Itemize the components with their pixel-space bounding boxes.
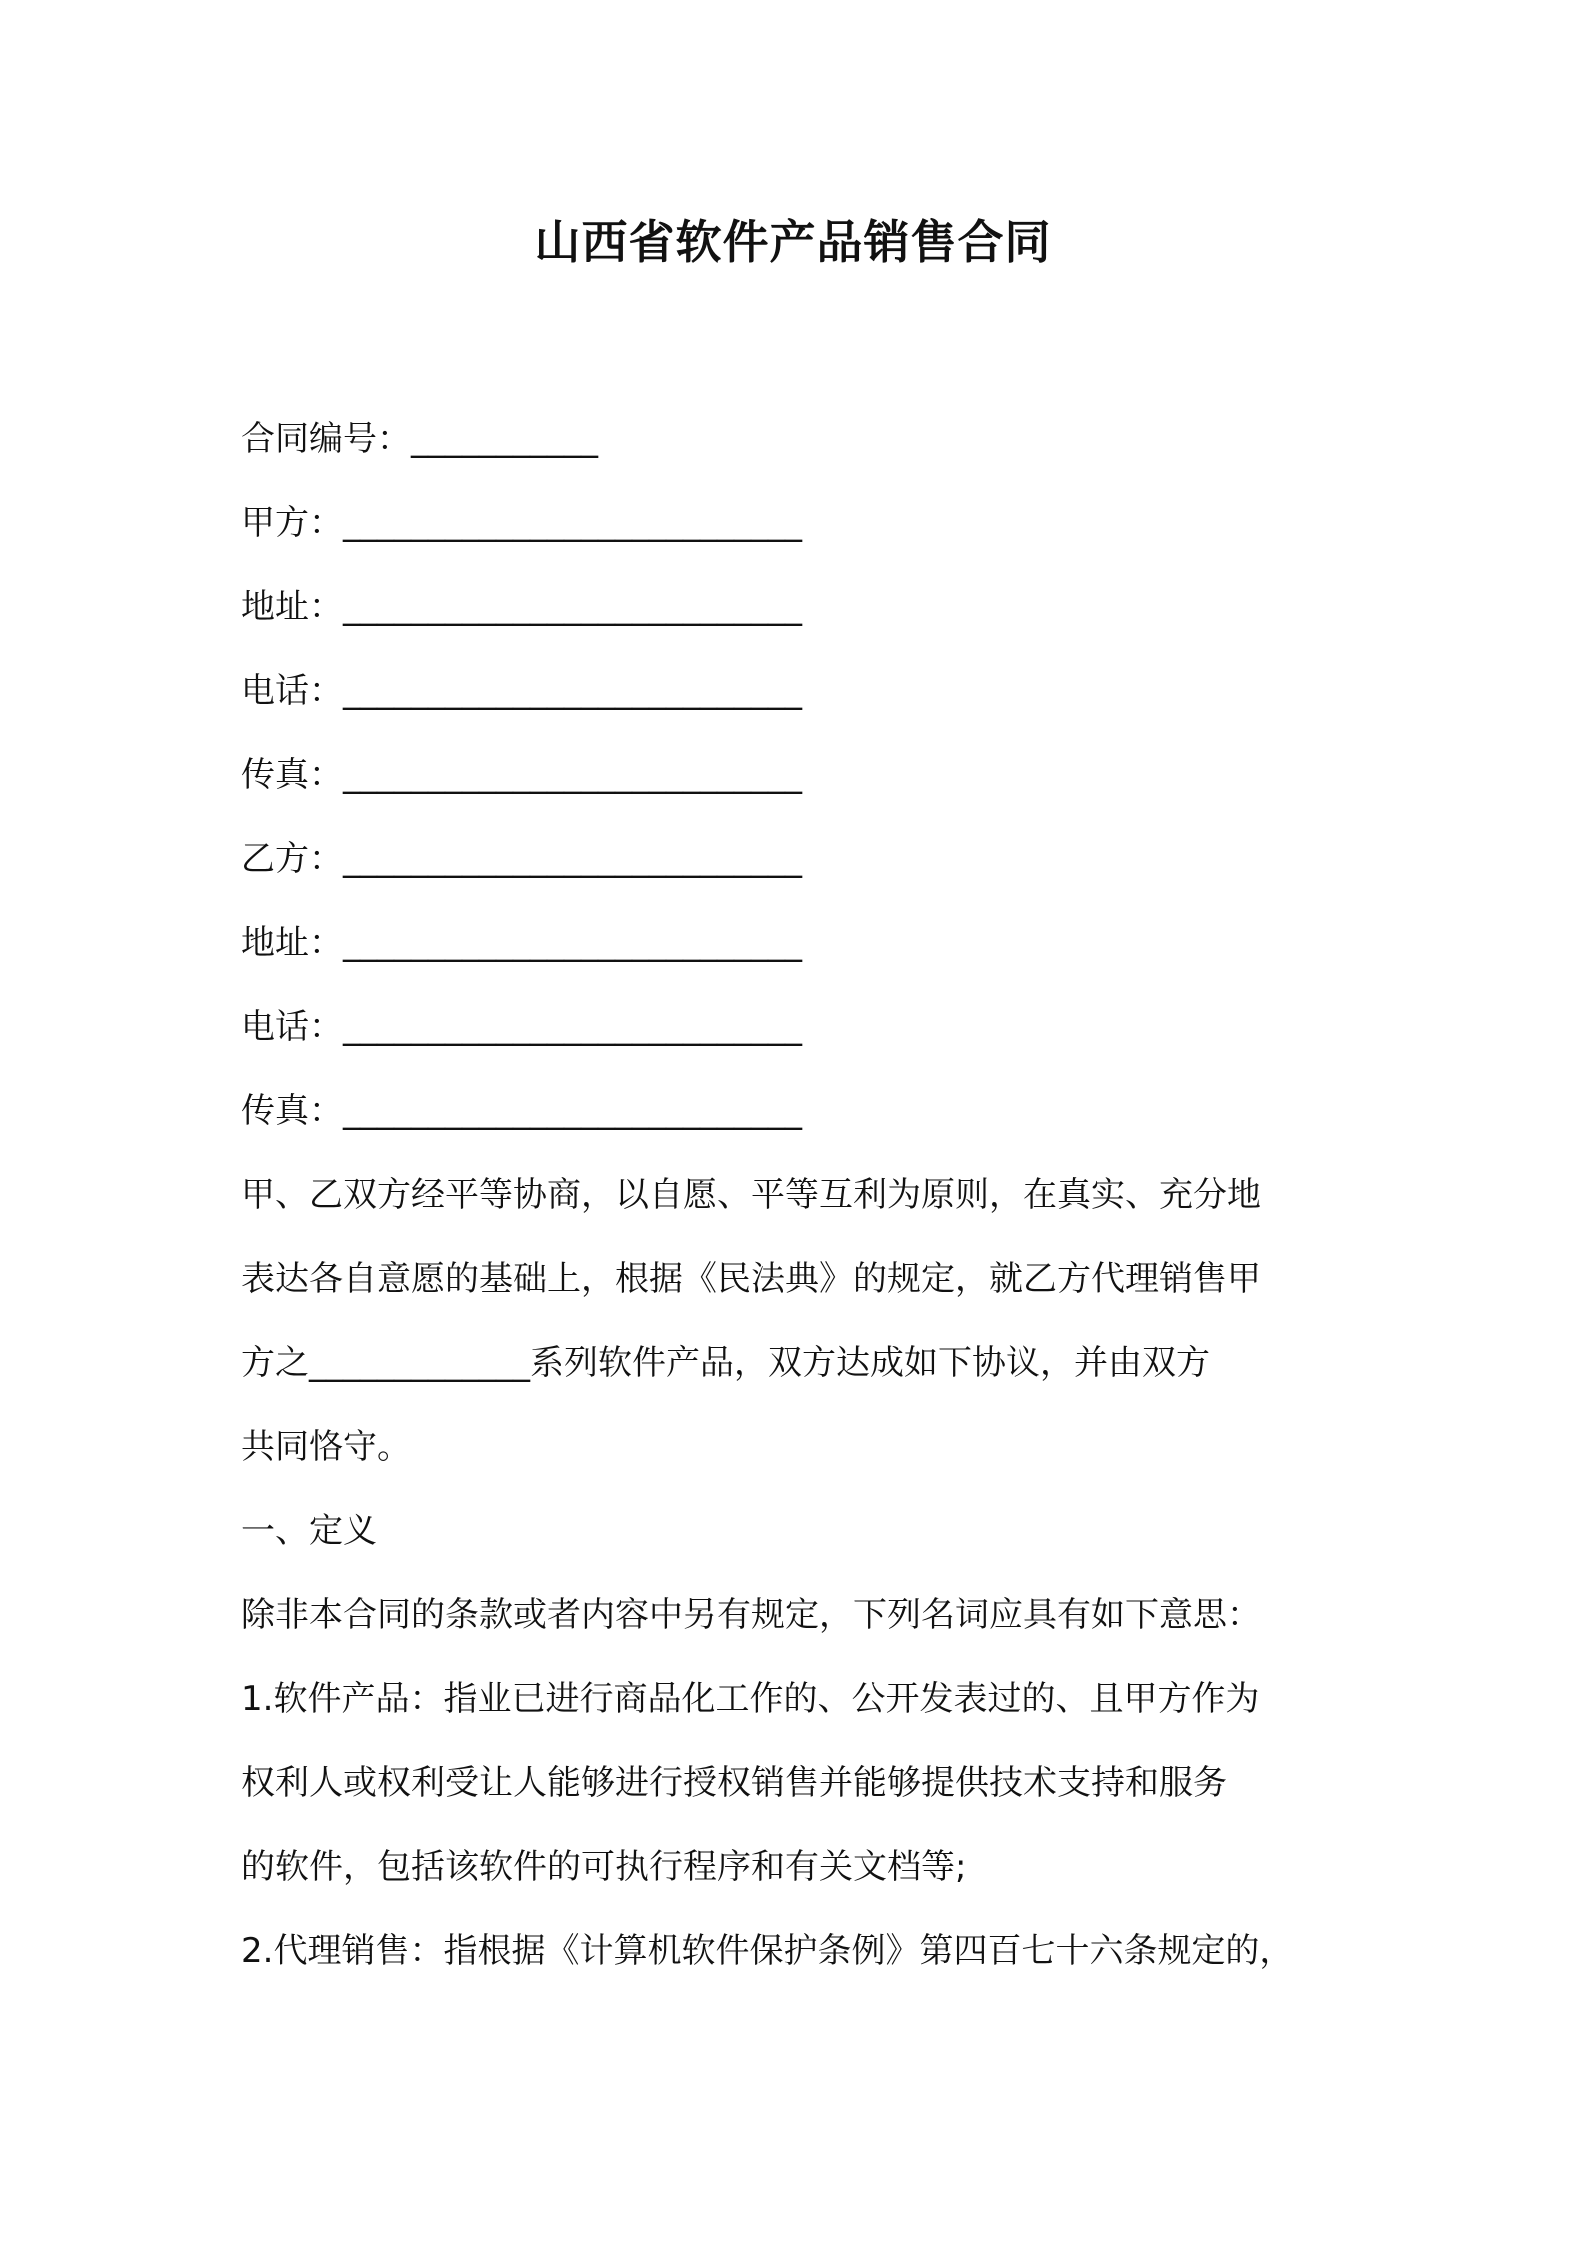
- preamble-line-3: 方之_____________系列软件产品，双方达成如下协议，并由双方: [241, 1343, 1210, 1383]
- definition-1-line-3: 的软件，包括该软件的可执行程序和有关文档等;: [241, 1847, 967, 1887]
- definitions-intro: 除非本合同的条款或者内容中另有规定，下列名词应具有如下意思：: [241, 1595, 1261, 1635]
- contract-body: [241, 1171, 1361, 2011]
- definition-1-line-1: 1.软件产品：指业已进行商品化工作的、公开发表过的、且甲方作为: [241, 1679, 1260, 1719]
- preamble-line-1: 甲、乙双方经平等协商，以自愿、平等互利为原则，在真实、充分地: [241, 1175, 1261, 1215]
- definition-1-line-2: 权利人或权利受让人能够进行授权销售并能够提供技术支持和服务: [241, 1763, 1227, 1803]
- document-title: 山西省软件产品销售合同: [534, 215, 1052, 269]
- party-a-address-field: 地址：___________________________: [241, 587, 802, 627]
- party-b-fax-field: 传真：___________________________: [241, 1091, 802, 1131]
- party-b-address-field: 地址：___________________________: [241, 923, 802, 963]
- definition-2-line-1: 2.代理销售：指根据《计算机软件保护条例》第四百七十六条规定的，: [241, 1931, 1294, 1971]
- preamble-line-2: 表达各自意愿的基础上，根据《民法典》的规定，就乙方代理销售甲: [241, 1259, 1261, 1299]
- party-a-fax-field: 传真：___________________________: [241, 755, 802, 795]
- section-heading-definitions: 一、定义: [241, 1511, 377, 1551]
- party-b-name-field: 乙方：___________________________: [241, 839, 802, 879]
- preamble-line-4: 共同恪守。: [241, 1427, 411, 1467]
- party-a-phone-field: 电话：___________________________: [241, 671, 802, 711]
- party-a-name-field: 甲方：___________________________: [241, 503, 802, 543]
- party-b-phone-field: 电话：___________________________: [241, 1007, 802, 1047]
- contract-number-field: 合同编号：___________: [241, 419, 598, 459]
